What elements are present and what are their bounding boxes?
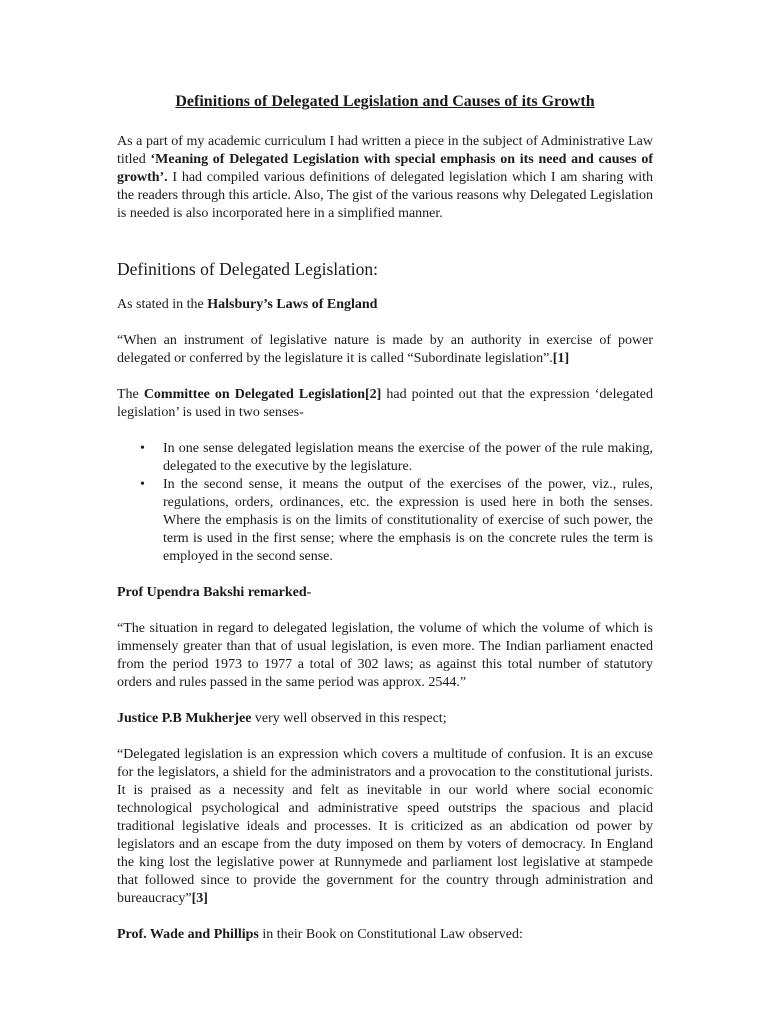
committee-tail: had pointed out that the expression ‘delegated legislation’ is used in two senses- (117, 387, 653, 420)
bakshi-heading (117, 584, 653, 602)
halsbury-intro (117, 296, 653, 314)
committee-paragraph (117, 386, 653, 422)
senses-list (117, 440, 653, 566)
committee-lead: The (117, 387, 144, 402)
halsbury-lead: As stated in the (117, 297, 208, 312)
footnote-ref-1[interactable]: [1] (552, 351, 570, 366)
intro-paragraph (117, 133, 653, 223)
mukherjee-tail: very well observed in this respect; (251, 711, 447, 726)
bakshi-quote: “The situation in regard to delegated legislation, the volume of which the volume of which is immensely greater than that of usual legislation, is even more. The Indian parliament enacted from the period 1973 to 1977 a total of 302 laws; as against this total number of statutory orders and rules passed in the same period was approx. 2544.” (117, 621, 653, 690)
wade-intro (117, 926, 653, 944)
mukherjee-quote (117, 746, 653, 908)
wade-tail: in their Book on Constitutional Law observed: (258, 927, 523, 942)
intro-bold-title: ‘Meaning of Delegated Legislation with special emphasis on its need and causes of growth’. (117, 152, 653, 185)
mukherjee-intro (117, 710, 653, 728)
mukherjee-quote-text: “Delegated legislation is an expression which covers a multitude of confusion. It is an excuse for the legislators, a shield for the administrators and a provocation to the constitutional jurists. It is praised as a necessity and felt as inevitable in our world where social economic technological psychological and administrative speed outstrips the spacious and placid traditional legislative ideals and processes. It is criticized as an abdication od power by legislators and an escape from the duty imposed on them by voters of democracy. In England the king lost the legislative power at Runnymede and parliament lost legislative at stampede that followed since to provide the government for the country through administration and bureaucracy” (117, 747, 653, 906)
list-item: • In the second sense, it means the output of the exercises of the power, viz., rules, regulations, orders, ordinances, etc. the expression is used here in both the senses. Where the emphasis is on the limits of constitutionality of exercise of such power, the term is used in the first sense; where the emphasis is on the concrete rules the term is employed in the second sense. (163, 476, 653, 566)
page-title: Definitions of Delegated Legislation and Causes of its Growth (175, 93, 595, 110)
footnote-ref-3[interactable]: [3] (191, 891, 208, 906)
committee-source: Committee on Delegated Legislation[2] (143, 387, 382, 402)
bakshi-heading-text: Prof Upendra Bakshi remarked- (117, 585, 312, 600)
section-heading: Definitions of Delegated Legislation: (117, 259, 378, 279)
document-body (117, 93, 653, 944)
halsbury-quote (117, 332, 653, 368)
intro-text-2: I had compiled various definitions of delegated legislation which I am sharing with the readers through this article. Also, The gist of the various reasons why Delegated Legislation is needed is also incorporated here in a simplified manner. (117, 170, 653, 221)
list-item: • In one sense delegated legislation means the exercise of the power of the rule making, delegated to the executive by the legislature. (163, 440, 653, 476)
halsbury-source: Halsbury’s Laws of England (207, 297, 378, 312)
halsbury-quote-text: “When an instrument of legislative nature is made by an authority in exercise of power delegated or conferred by the legislature it is called “Subordinate legislation”. (117, 333, 653, 366)
intro-text-1: As a part of my academic curriculum I had written a piece in the subject of Administrative Law titled (117, 134, 653, 167)
mukherjee-name: Justice P.B Mukherjee (117, 711, 252, 726)
wade-name: Prof. Wade and Phillips (117, 927, 259, 942)
